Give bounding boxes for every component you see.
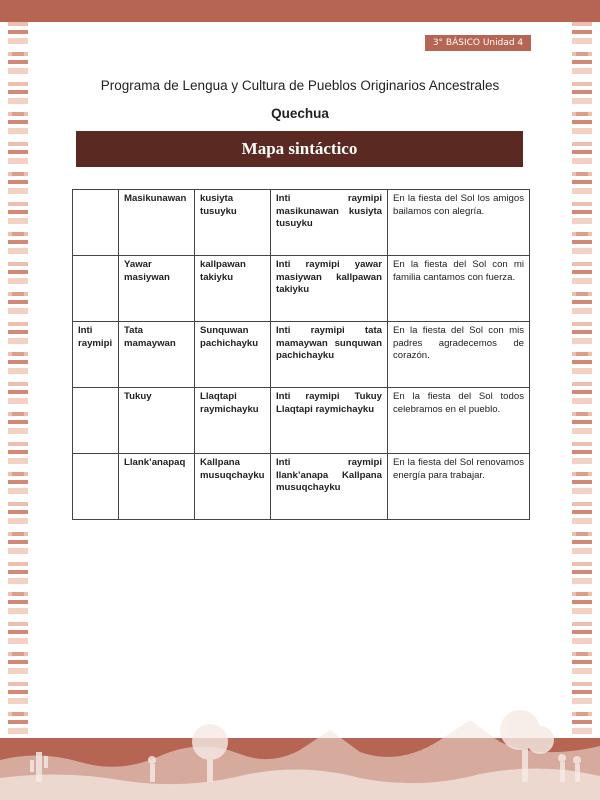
right-woven-border bbox=[572, 22, 592, 742]
companion-cell: Yawar masiywan bbox=[119, 256, 195, 322]
translation-cell: En la fiesta del Sol renovamos energía para trabajar. bbox=[388, 454, 530, 520]
companion-cell: Tata mamaywan bbox=[119, 322, 195, 388]
companion-cell: Tukuy bbox=[119, 388, 195, 454]
translation-cell: En la fiesta del Sol los amigos bailamos con alegría. bbox=[388, 190, 530, 256]
verb-cell: kallpawan takiyku bbox=[195, 256, 271, 322]
table-row bbox=[73, 388, 530, 454]
companion-cell: Llank’anapaq bbox=[119, 454, 195, 520]
subject-cell-empty bbox=[73, 454, 119, 520]
verb-cell: Sunquwan pachichayku bbox=[195, 322, 271, 388]
section-banner: Mapa sintáctico bbox=[76, 131, 523, 167]
unit-badge: 3° BÁSICO Unidad 4 bbox=[425, 35, 531, 51]
sentence-cell: Inti raymipi llank’anapa Kallpana musuqchayku bbox=[271, 454, 388, 520]
companion-cell: Masikunawan bbox=[119, 190, 195, 256]
table-row bbox=[73, 322, 530, 388]
translation-cell: En la fiesta del Sol con mi familia cantamos con fuerza. bbox=[388, 256, 530, 322]
subject-cell-empty bbox=[73, 190, 119, 256]
top-decorative-band bbox=[0, 0, 600, 22]
andean-landscape-illustration bbox=[0, 690, 600, 800]
sentence-cell: Inti raymipi masikunawan kusiyta tusuyku bbox=[271, 190, 388, 256]
table-row bbox=[73, 256, 530, 322]
sentence-cell: Inti raymipi yawar masiywan kallpawan takiyku bbox=[271, 256, 388, 322]
verb-cell: Llaqtapi raymichayku bbox=[195, 388, 271, 454]
subject-cell-empty bbox=[73, 388, 119, 454]
subject-cell: Inti raymipi bbox=[73, 322, 119, 388]
subject-cell-empty bbox=[73, 256, 119, 322]
verb-cell: kusiyta tusuyku bbox=[195, 190, 271, 256]
program-title: Programa de Lengua y Cultura de Pueblos Originarios Ancestrales bbox=[100, 78, 500, 93]
syntax-map-table bbox=[72, 189, 530, 520]
table-row bbox=[73, 454, 530, 520]
language-title: Quechua bbox=[271, 106, 329, 121]
translation-cell: En la fiesta del Sol con mis padres agradecemos de corazón. bbox=[388, 322, 530, 388]
left-woven-border bbox=[8, 22, 28, 742]
table-row bbox=[73, 190, 530, 256]
verb-cell: Kallpana musuqchayku bbox=[195, 454, 271, 520]
translation-cell: En la fiesta del Sol todos celebramos en el pueblo. bbox=[388, 388, 530, 454]
sentence-cell: Inti raymipi Tukuy Llaqtapi raymichayku bbox=[271, 388, 388, 454]
sentence-cell: Inti raymipi tata mamaywan sunquwan pachichayku bbox=[271, 322, 388, 388]
